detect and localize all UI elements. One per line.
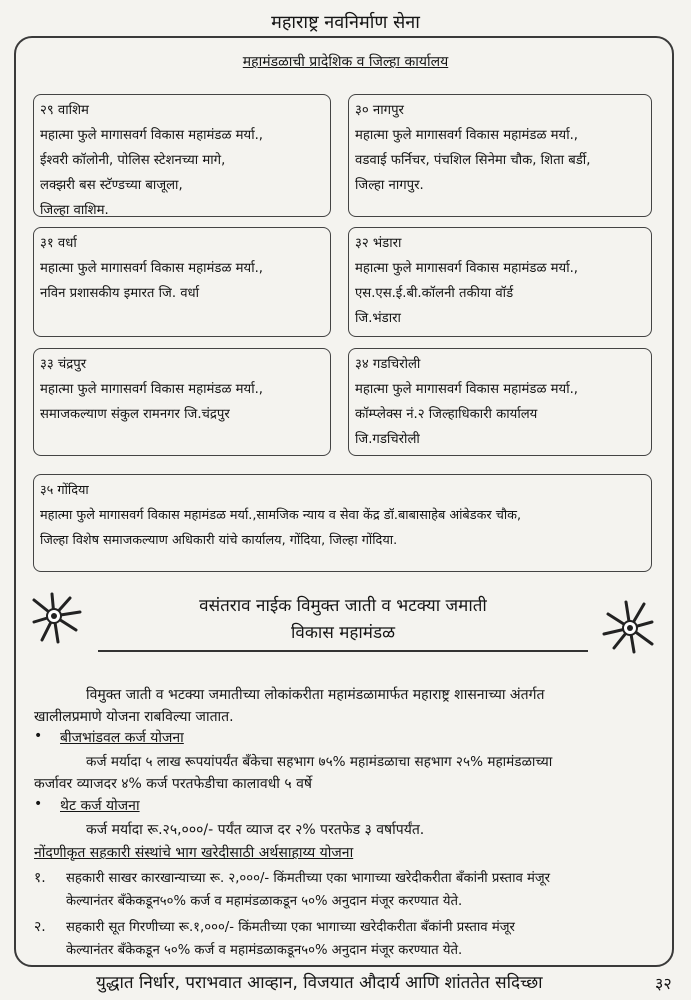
- office-box-nagpur: [348, 94, 652, 217]
- office-line: लक्झरी बस स्टॅण्डच्या बाजूला,: [40, 178, 183, 193]
- intro-line1: विमुक्त जाती व भटक्या जमातीच्या लोकांकरीता महामंडळामार्फत महाराष्ट्र शासनाच्या अंतर्गत: [86, 687, 545, 703]
- bullet-icon: •: [34, 728, 43, 744]
- office-title: ३३ चंद्रपुर: [40, 357, 87, 372]
- office-line: महात्मा फुले मागासवर्ग विकास महामंडळ मर्या.,: [355, 382, 578, 397]
- office-box-chandrapur: [33, 348, 331, 456]
- office-line: एस.एस.ई.बी.कॉलनी तकीया वॉर्ड: [355, 286, 514, 301]
- bullet-icon: •: [34, 796, 43, 812]
- flower-ornament-left-icon: [30, 592, 92, 654]
- item2-line2: केल्यानंतर बँकेकडून ५०% कर्ज व महामंडळाकडून५०% अनुदान मंजूर करण्यात येते.: [66, 943, 463, 958]
- office-line: महात्मा फुले मागासवर्ग विकास महामंडळ मर्या.,: [355, 128, 578, 143]
- scheme1-line1: कर्ज मर्यादा ५ लाख रूपयांपर्यंत बँकेचा सहभाग ७५% महामंडळाचा सहभाग २५% महामंडळाच्या: [86, 754, 553, 770]
- office-line: महात्मा फुले मागासवर्ग विकास महामंडळ मर्या.,: [40, 382, 263, 397]
- intro-line2: खालीलप्रमाणे योजना राबविल्या जातात.: [34, 709, 234, 725]
- scheme2-title: थेट कर्ज योजना: [60, 798, 140, 814]
- office-line: जि.गडचिरोली: [355, 432, 420, 447]
- office-line: कॉम्प्लेक्स नं.२ जिल्हाधिकारी कार्यालय: [355, 407, 538, 422]
- banner-title-line2: विकास महामंडळ: [291, 623, 395, 643]
- office-line: जिल्हा विशेष समाजकल्याण अधिकारी यांचे कार्यालय, गोंदिया, जिल्हा गोंदिया.: [40, 533, 398, 548]
- item1-line2: केल्यानंतर बँकेकडून५०% कर्ज व महामंडळाकडून ५०% अनुदान मंजूर करण्यात येते.: [66, 894, 463, 909]
- page-number: ३२: [655, 974, 672, 993]
- office-title: ३१ वर्धा: [40, 236, 77, 251]
- scheme2-line1: कर्ज मर्यादा रू.२५,०००/- पर्यंत व्याज दर २% परतफेड ३ वर्षापर्यंत.: [86, 822, 425, 838]
- office-line: जिल्हा वाशिम.: [40, 203, 109, 217]
- office-box-gondia: [33, 474, 652, 572]
- scheme1-line2: कर्जावर व्याजदर ४% कर्ज परतफेडीचा कालावधी ५ वर्षे: [34, 776, 312, 792]
- office-box-washim: [33, 94, 331, 217]
- office-line: जि.भंडारा: [355, 311, 401, 326]
- office-line: जिल्हा नागपुर.: [355, 178, 424, 193]
- corporation-banner: [98, 592, 588, 652]
- office-title: ३५ गोंदिया: [40, 483, 89, 498]
- office-title: ३२ भंडारा: [355, 236, 402, 251]
- flower-ornament-right-icon: [594, 592, 656, 654]
- office-line: महात्मा फुले मागासवर्ग विकास महामंडळ मर्या.,सामजिक न्याय व सेवा केंद्र डॉ.बाबासाहेब आंबेडकर चौक,: [40, 508, 522, 523]
- item1-line1: सहकारी साखर कारखान्याच्या रू. २,०००/- किंमतीच्या एका भागाच्या खरेदीकरीता बँकांनी प्रस्ताव मंजूर: [66, 871, 551, 886]
- office-box-gadchiroli: [348, 348, 652, 456]
- scheme3-title: नोंदणीकृत सहकारी संस्थांचे भाग खरेदीसाठी अर्थसाहाय्य योजना: [34, 845, 354, 861]
- office-box-wardha: [33, 227, 331, 337]
- item-number: २.: [34, 919, 46, 935]
- banner-title-line1: वसंतराव नाईक विमुक्त जाती व भटक्या जमाती: [199, 596, 487, 616]
- office-title: ३४ गडचिरोली: [355, 357, 421, 372]
- page-header: महाराष्ट्र नवनिर्माण सेना: [271, 12, 420, 33]
- item2-line1: सहकारी सूत गिरणीच्या रू.१,०००/- किंमतीच्या एका भागाच्या खरेदीकरीता बँकांनी प्रस्ताव मंजूर: [66, 920, 515, 935]
- office-title: ३० नागपुर: [355, 103, 404, 118]
- office-line: वडवाई फर्निचर, पंचशिल सिनेमा चौक, शिता बर्डी,: [355, 153, 591, 168]
- section-title: महामंडळाची प्रादेशिक व जिल्हा कार्यालय: [242, 54, 449, 70]
- office-line: महात्मा फुले मागासवर्ग विकास महामंडळ मर्या.,: [355, 261, 578, 276]
- scheme1-title: बीजभांडवल कर्ज योजना: [60, 730, 184, 746]
- office-line: ईश्वरी कॉलोनी, पोलिस स्टेशनच्या मागे,: [40, 153, 226, 168]
- footer-motto: युद्धात निर्धार, पराभवात आव्हान, विजयात औदार्य आणि शांततेत सदिच्छा: [96, 973, 543, 993]
- office-line: समाजकल्याण संकुल रामनगर जि.चंद्रपुर: [40, 407, 230, 422]
- office-box-bhandara: [348, 227, 652, 337]
- office-line: नविन प्रशासकीय इमारत जि. वर्धा: [40, 286, 200, 301]
- office-line: महात्मा फुले मागासवर्ग विकास महामंडळ मर्या.,: [40, 128, 263, 143]
- office-title: २९ वाशिम: [40, 103, 89, 118]
- item-number: १.: [34, 870, 46, 886]
- office-line: महात्मा फुले मागासवर्ग विकास महामंडळ मर्या.,: [40, 261, 263, 276]
